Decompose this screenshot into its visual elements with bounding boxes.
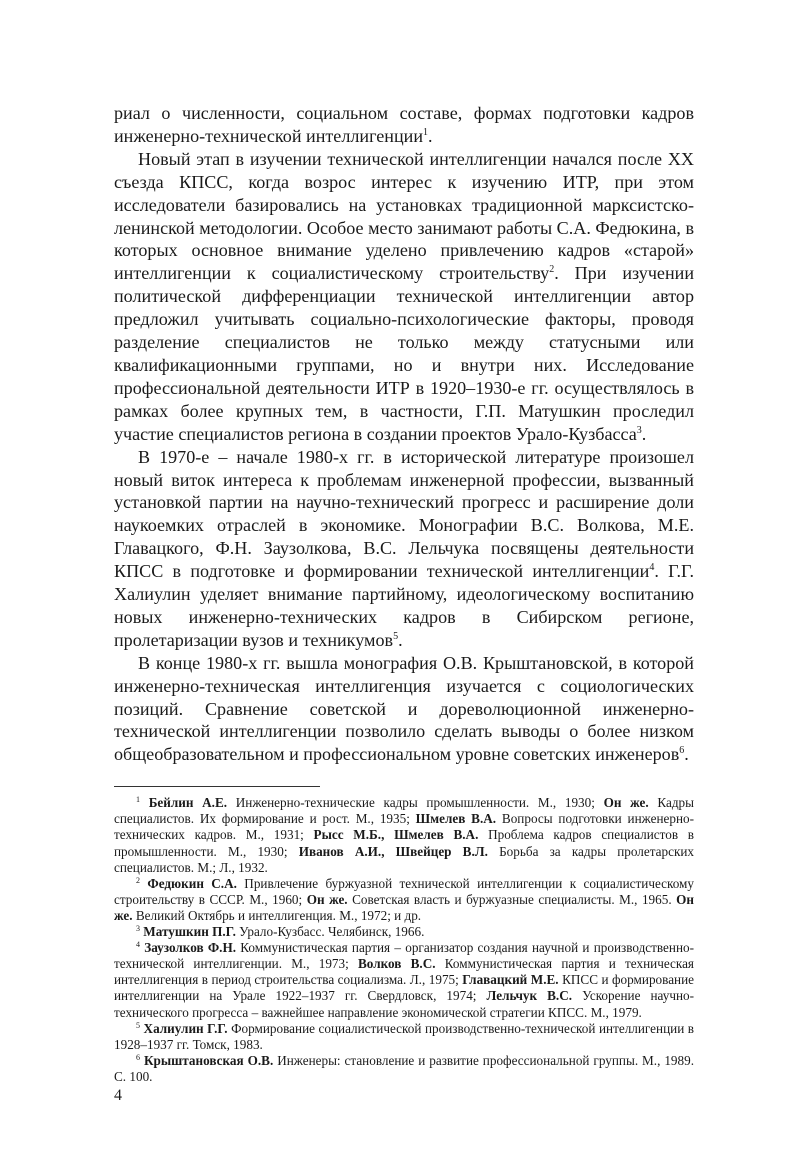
footnote-mark: 3 (136, 924, 140, 934)
paragraph: В конце 1980-х гг. вышла монография О.В. Крыштановской, в которой инженерно-техническая интеллигенция изучается с социологических позиций. Сравнение советской и дореволюционной инженерно-технической интеллигенции позволило сделать выводы о более низком общеобразовательном и профессиональном уровне советских инженеров$^6$. (114, 652, 694, 765)
footnote-author: Он же. (114, 891, 694, 923)
footnote-text: Великий Октябрь и интеллигенция. М., 1972; и др. (132, 907, 422, 923)
footnote (114, 924, 694, 940)
footnote-author: Халиулин Г.Г. (143, 1020, 228, 1036)
paragraph: риал о численности, социальном составе, формах подготовки кадров инженерно-технической интеллигенции$^1$. (114, 103, 694, 146)
footnote-ref: 6 (679, 745, 685, 757)
footnote-author: Лельчук В.С. (486, 988, 573, 1004)
footnotes (114, 795, 694, 1085)
footnote-author: Бейлин А.Е. (148, 795, 228, 811)
footnote-text: Кадры специалистов. Их формирование и рост. М., 1935; (114, 795, 694, 827)
footnote-text: Коммунистическая партия и техническая интеллигенция в период строительства социализма. Л., 1975; (114, 956, 694, 988)
footnote-author: Матушкин П.Г. (143, 924, 236, 940)
footnote-author: Рысс М.Б., Шмелев В.А. (313, 827, 479, 843)
footnote-text: Привлечение буржуазной технической интеллигенции к социалистическому строительству в СССР. М., 1960; (114, 875, 694, 907)
footnote (114, 795, 694, 875)
footnote (114, 1053, 694, 1085)
page (114, 102, 694, 1105)
footnote-ref: 5 (393, 630, 399, 642)
footnote-author: Заузолков Ф.Н. (144, 940, 237, 956)
footnote-text: Инженеры: становление и развитие профессиональной группы. М., 1989. С. 100. (114, 1052, 695, 1084)
footnote-text: Инженерно-технические кадры промышленности. М., 1930; (227, 795, 604, 811)
footnote-author: Крыштановская О.В. (143, 1052, 274, 1068)
footnote-text: Проблема кадров специалистов в промышленности. М., 1930; (114, 827, 695, 859)
footnote-ref: 2 (549, 264, 555, 276)
page-number: 4 (114, 1086, 122, 1104)
footnote (114, 1021, 694, 1053)
paragraph: В 1970-е – начале 1980-х гг. в исторической литературе произошел новый виток интереса к проблемам инженерной профессии, вызванный установкой партии на научно-технический прогресс и расширение доли наукоемких отраслей в экономике. Монографии В.С. Волкова, М.Е. Главацкого, Ф.Н. Заузолкова, В.С. Лельчука посвящены деятельности КПСС в подготовке и формировании технической интеллигенции$^4$. Г.Г. Халиулин уделяет внимание партийному, идеологическому воспитанию новых инженерно-технических кадров в Сибирском регионе, пролетаризации вузов и техникумов$^5$. (114, 446, 694, 650)
footnote-ref: 4 (649, 562, 655, 574)
footnote-text: Ускорение научно-технического прогресса – важнейшее направление экономической стратегии КПСС. М., 1979. (114, 988, 694, 1020)
footnote-author: Федюкин С.А. (147, 875, 237, 891)
footnote-author: Главацкий М.Е. (462, 972, 559, 988)
footnote (114, 940, 694, 1020)
footnote-text: Формирование социалистической производственно-технической интеллигенции в 1928–1937 гг. Томск, 1983. (114, 1020, 695, 1052)
footnote-ref: 3 (636, 424, 642, 436)
footnote-text: Коммунистическая партия – организатор создания научной и производственно-технической интеллигенции. М., 1973; (114, 940, 694, 972)
footnote-author: Он же. (603, 795, 649, 811)
footnote-author: Он же. (306, 891, 348, 907)
footnote-mark: 1 (136, 795, 140, 805)
footnote-mark: 2 (136, 875, 140, 885)
footnote-author: Волков В.С. (358, 956, 436, 972)
footnote-text: Урало-Кузбасс. Челябинск, 1966. (235, 924, 425, 940)
footnote-author: Иванов А.И., Швейцер В.Л. (298, 843, 488, 859)
footnote-text: КПСС и формирование интеллигенции на Урале 1922–1937 гг. Свердловск, 1974; (114, 972, 695, 1004)
footnote-ref: 1 (423, 126, 429, 138)
paragraph: Новый этап в изучении технической интеллигенции начался после XX съезда КПСС, когда возрос интерес к изучению ИТР, при этом исследователи базировались на установках традиционной марксистско-ленинской методологии. Особое место занимают работы С.А. Федюкина, в которых основное внимание уделено привлечению кадров «старой» интеллигенции к социалистическому строительству$^2$. При изучении политической дифференциации технической интеллигенции автор предложил учитывать социально-психологические факторы, проводя разделение специалистов не только между статусными или квалификационными группами, но и внутри них. Исследование профессиональной деятельности ИТР в 1920–1930-е гг. осуществлялось в рамках более крупных тем, в частности, Г.П. Матушкин проследил участие специалистов региона в создании проектов Урало-Кузбасса$^3$. (114, 148, 694, 444)
footnote (114, 876, 694, 924)
footnote-text: Вопросы подготовки инженерно-технических кадров. М., 1931; (114, 811, 695, 843)
footnote-mark: 6 (136, 1052, 140, 1062)
footnote-divider (114, 786, 320, 787)
footnote-author: Шмелев В.А. (415, 811, 497, 827)
footnote-text: Советская власть и буржуазные специалисты. М., 1965. (347, 891, 677, 907)
footnote-mark: 4 (136, 940, 140, 950)
main-text (114, 102, 694, 766)
footnote-mark: 5 (136, 1020, 140, 1030)
footnote-text: Борьба за кадры пролетарских специалистов. М.; Л., 1932. (114, 843, 695, 875)
